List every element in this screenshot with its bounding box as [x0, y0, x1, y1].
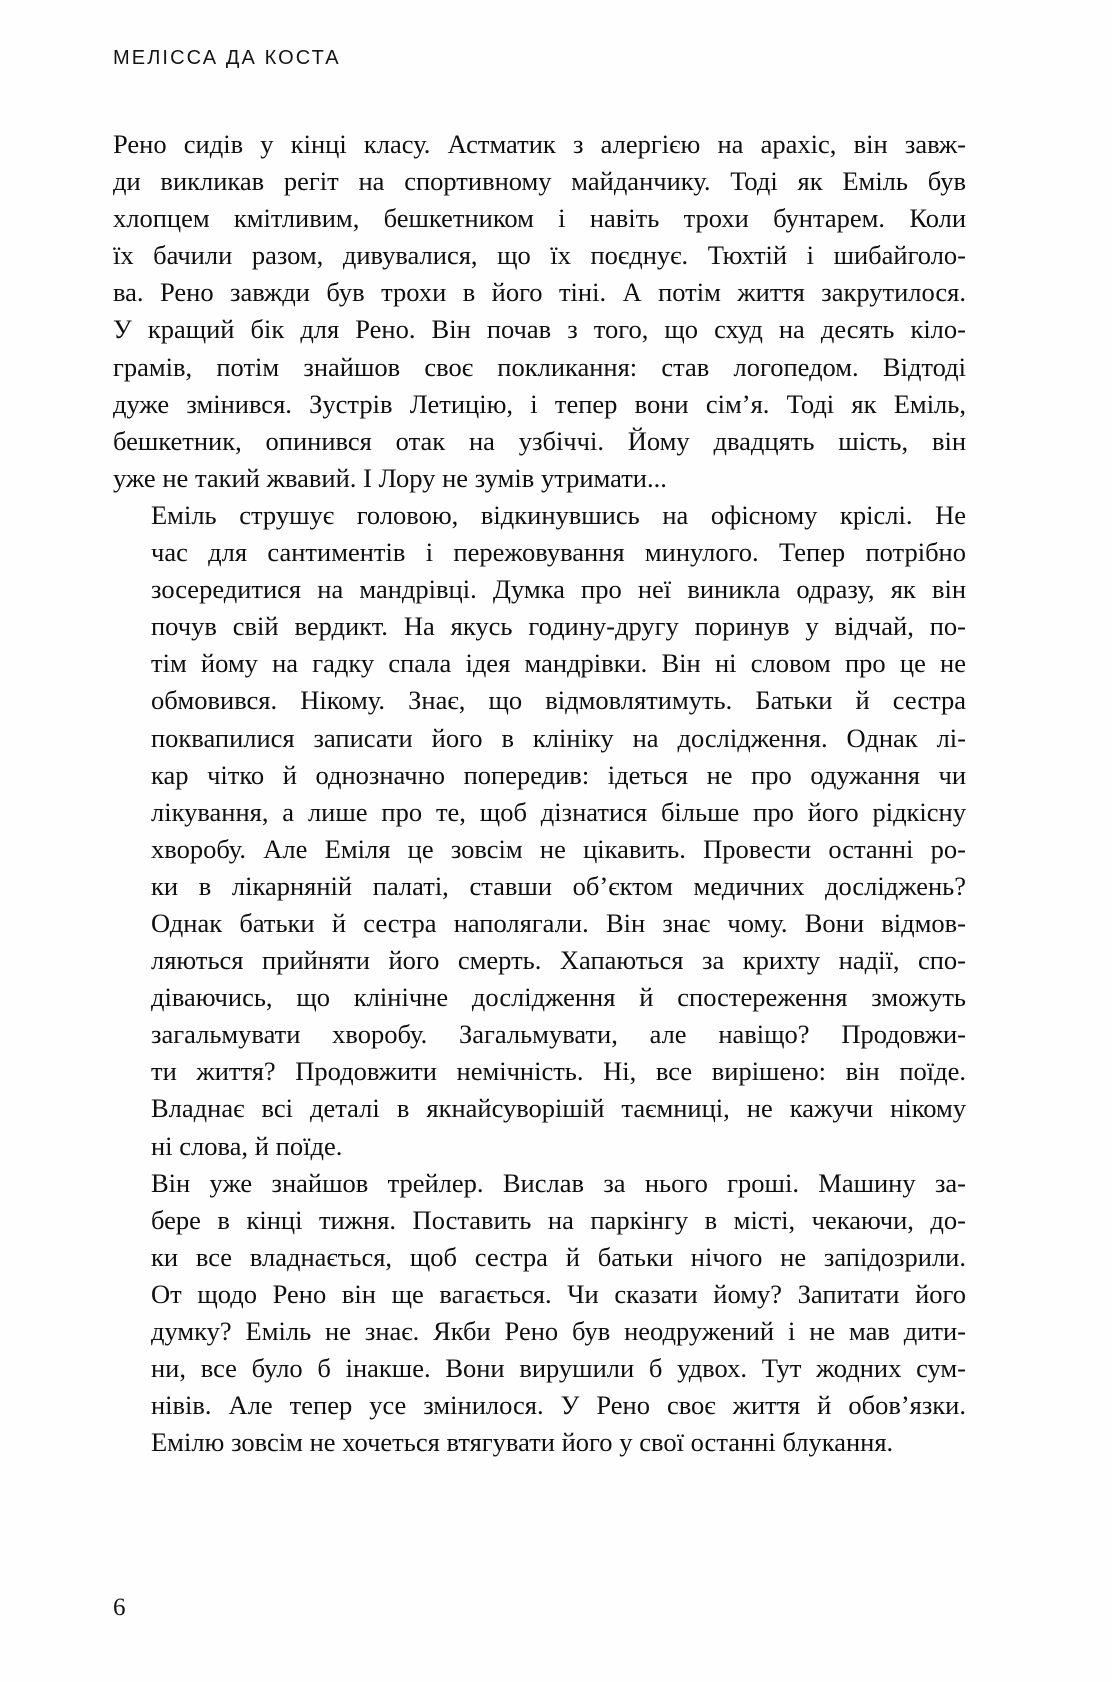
running-head-author: МЕЛІССА ДА КОСТА: [113, 47, 341, 69]
text-line: ни, все було б інакше. Вони вирушили б удвох. Тут жодних сум-: [151, 1353, 966, 1384]
text-line: загальмувати хворобу. Загальмувати, але навіщо? Продовжи-: [151, 1019, 966, 1050]
text-line: тім йому на гадку спала ідея мандрівки. Він ні словом про це не: [151, 648, 966, 679]
page-number: 6: [113, 1594, 126, 1621]
text-line: кар чітко й однозначно попередив: ідеться не про одужання чи: [151, 759, 966, 790]
text-line: бере в кінці тижня. Поставить на паркінгу в місті, чекаючи, до-: [151, 1204, 966, 1235]
text-line: нівів. Але тепер усе змінилося. У Рено своє життя й обов’язки.: [151, 1390, 966, 1421]
text-line: їх бачили разом, дивувалися, що їх поєднує. Тюхтій і шибайголо-: [113, 240, 966, 271]
text-line: ти життя? Продовжити немічність. Ні, все вирішено: він поїде.: [151, 1056, 966, 1087]
paragraph: [113, 126, 966, 497]
text-line: Однак батьки й сестра наполягали. Він знає чому. Вони відмов-: [151, 907, 966, 938]
paragraph: [113, 497, 966, 1165]
text-line: Еміль струшує головою, відкинувшись на офісному кріслі. Не: [151, 499, 966, 530]
text-line: думку? Еміль не знає. Якби Рено був неодружений і не мав дити-: [151, 1316, 966, 1346]
text-line: Рено сидів у кінці класу. Астматик з алергією на арахіс, він завж-: [113, 129, 966, 159]
text-line: ди викликав регіт на спортивному майданчику. Тоді як Еміль був: [113, 166, 966, 197]
text-line: зосередитися на мандрівці. Думка про неї виникла одразу, як він: [151, 574, 966, 605]
body-text-block: [113, 126, 966, 1461]
text-line: лікування, а лише про те, щоб дізнатися більше про його рідкісну: [151, 796, 966, 827]
text-line: почув свій вердикт. На якусь годину-другу поринув у відчай, по-: [151, 611, 966, 642]
paragraph: [113, 1165, 966, 1462]
text-line: бешкетник, опинився отак на узбіччі. Йому двадцять шість, він: [113, 425, 966, 456]
text-line: час для сантиментів і пережовування минулого. Тепер потрібно: [151, 537, 966, 568]
text-line: уже не такий жвавий. І Лору не зумів утримати...: [113, 462, 667, 493]
text-line: хлопцем кмітливим, бешкетником і навіть трохи бунтарем. Коли: [113, 203, 966, 234]
text-line: ва. Рено завжди був трохи в його тіні. А потім життя закрутилося.: [113, 277, 966, 308]
text-line: ляються прийняти його смерть. Хапаються за крихту надії, спо-: [151, 945, 966, 976]
text-line: Владнає всі деталі в якнайсуворішій таємниці, не кажучи нікому: [151, 1093, 966, 1124]
text-line: обмовився. Нікому. Знає, що відмовлятимуть. Батьки й сестра: [151, 685, 966, 716]
text-line: поквапилися записати його в клініку на дослідження. Однак лі-: [151, 722, 966, 753]
text-line: Емілю зовсім не хочеться втягувати його у свої останні блукання.: [151, 1427, 894, 1458]
text-line: ки в лікарняній палаті, ставши об’єктом медичних досліджень?: [151, 870, 966, 901]
text-line: ки все владнається, щоб сестра й батьки нічого не запідозрили.: [151, 1241, 966, 1272]
text-line: От щодо Рено він ще вагається. Чи сказати йому? Запитати його: [151, 1278, 966, 1309]
text-line: Він уже знайшов трейлер. Вислав за нього гроші. Машину за-: [151, 1167, 966, 1198]
text-line: грамів, потім знайшов своє покликання: став логопедом. Відтоді: [113, 351, 966, 382]
text-line: дуже змінився. Зустрів Летицію, і тепер вони сім’я. Тоді як Еміль,: [113, 388, 966, 419]
text-line: хворобу. Але Еміля це зовсім не цікавить. Провести останні ро-: [151, 833, 966, 864]
text-line: діваючись, що клінічне дослідження й спостереження зможуть: [151, 982, 966, 1013]
text-line: У кращий бік для Рено. Він почав з того, що схуд на десять кіло-: [113, 314, 966, 345]
text-line: ні слова, й поїде.: [151, 1130, 343, 1161]
